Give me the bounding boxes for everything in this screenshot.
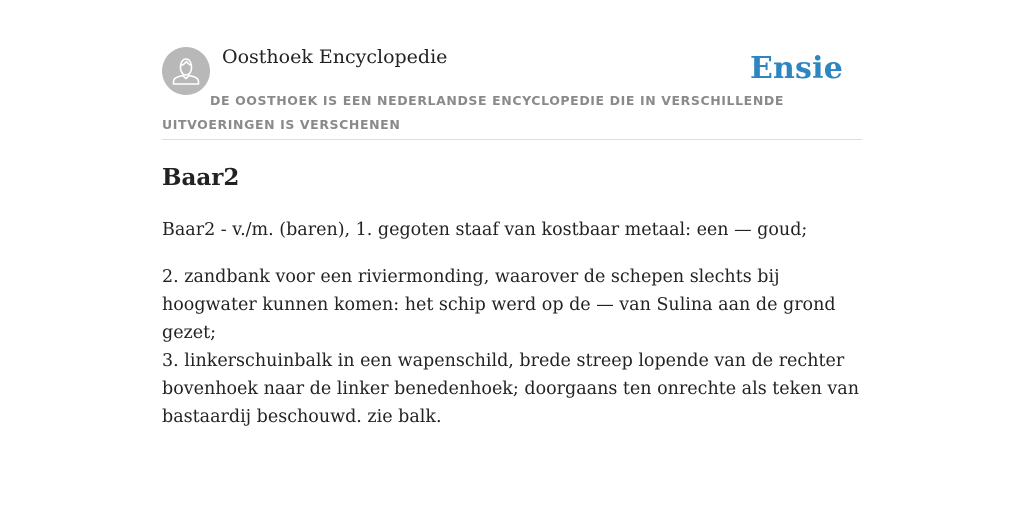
person-silhouette-icon	[162, 47, 210, 95]
header	[162, 0, 862, 140]
article-body	[162, 216, 862, 431]
user-avatar-icon[interactable]	[162, 47, 210, 95]
definition-paragraph: 2. zandbank voor een riviermonding, waarover de schepen slechts bij hoogwater kunnen komen: het schip werd op de — van Sulina aan de grond gezet;	[162, 267, 836, 343]
article-title: Baar2	[162, 164, 240, 191]
page-container	[162, 0, 862, 427]
brand-logo[interactable]: Ensie	[749, 51, 843, 86]
definition-paragraph: Baar2 - v./m. (baren), 1. gegoten staaf van kostbaar metaal: een — goud;	[162, 220, 808, 240]
author-name[interactable]: Oosthoek Encyclopedie	[222, 46, 448, 68]
definition-paragraph: 3. linkerschuinbalk in een wapenschild, brede streep lopende van de rechter bovenhoek naar de linker benedenhoek; doorgaans ten onrechte als teken van bastaardij beschouwd. zie balk.	[162, 351, 860, 427]
author-description: DE OOSTHOEK IS EEN NEDERLANDSE ENCYCLOPEDIE DIE IN VERSCHILLENDE UITVOERINGEN IS VERSCHENEN	[162, 93, 784, 132]
